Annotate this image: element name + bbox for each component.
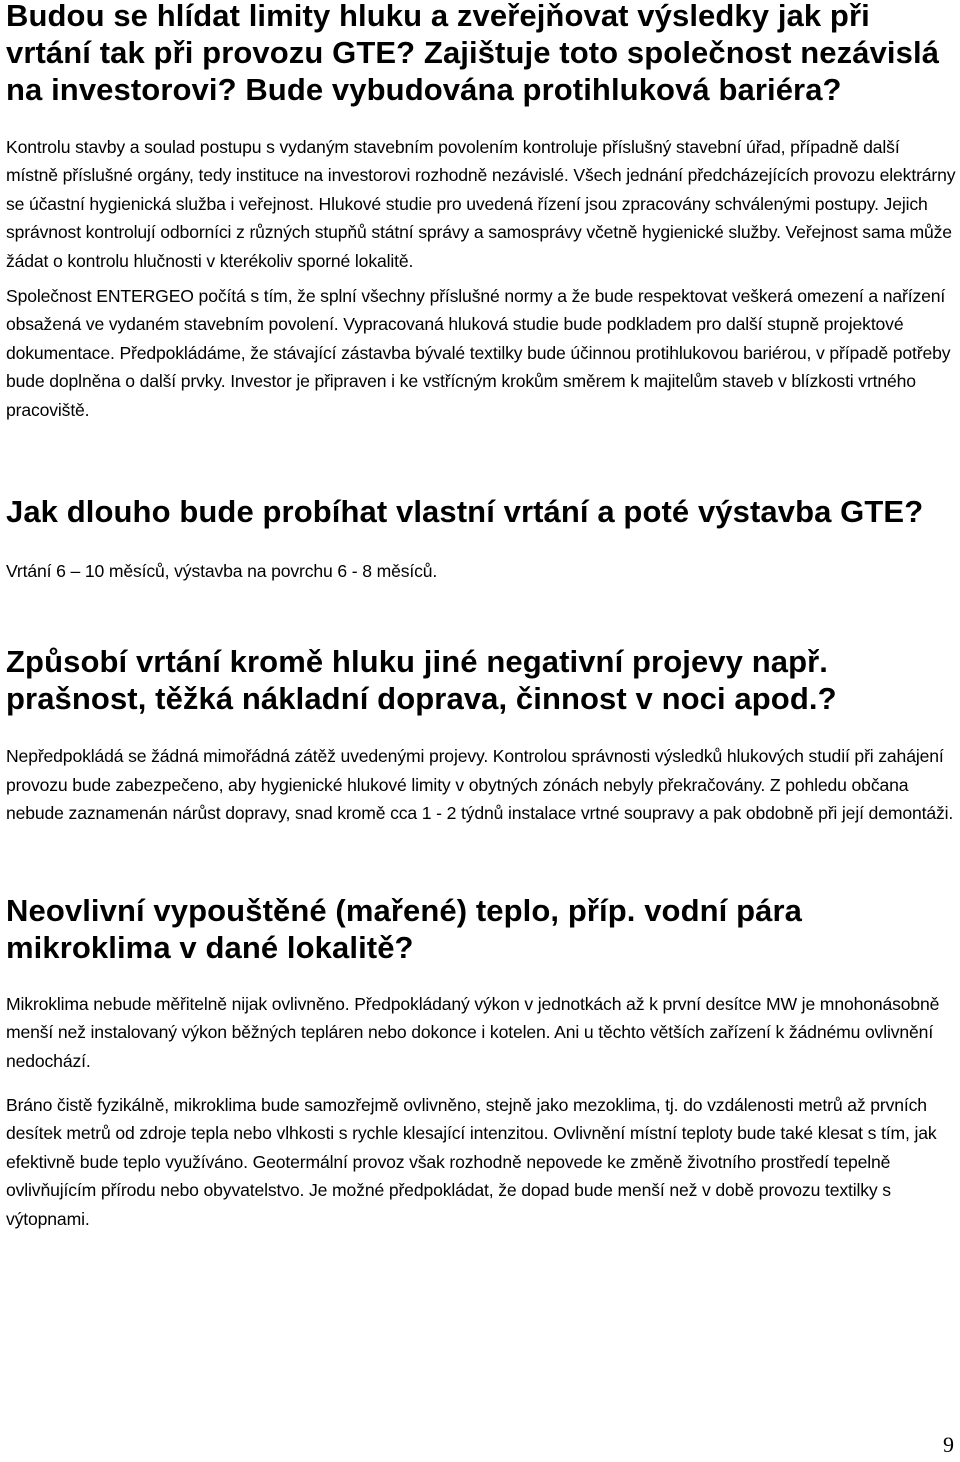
question-heading: Způsobí vrtání kromě hluku jiné negativní projevy např. prašnost, těžká nákladní doprava, činnost v noci apod.?: [6, 644, 837, 717]
answer-paragraph: Bráno čistě fyzikálně, mikroklima bude samozřejmě ovlivněno, stejně jako mezoklima, tj. do vzdálenosti metrů až prvních desítek metrů od zdroje tepla nebo vlhkosti s rychle klesající intenzitou. Ovlivnění místní teploty bude také klesat s tím, jak efektivně bude teplo využíváno. Geotermální provoz však rozhodně nepovede ke změně životního prostředí tepelně ovlivňujícím přírodu nebo obyvatelstvo. Je možné předpokládat, že dopad bude menší než v době provozu textilky s výtopnami.: [6, 1094, 937, 1229]
answer-paragraph: Kontrolu stavby a soulad postupu s vydaným stavebním povolením kontroluje příslušný stavební úřad, případně další místně příslušné orgány, tedy instituce na investorovi rozhodně nezávislé. Všech jednání předcházejících provozu elektrárny se účastní hygienická služba i veřejnost. Hlukové studie pro uvedená řízení jsou zpracovány schválenými postupy. Jejich správnost kontrolují odborníci z různých stupňů státní správy a samosprávy včetně hygienické služby. Veřejnost sama může žádat o kontrolu hlučnosti v kterékoliv sporné lokalitě.: [6, 137, 956, 271]
document-page: [6, 0, 956, 1233]
question-heading: Neovlivní vypouštěné (mařené) teplo, příp. vodní pára mikroklima v dané lokalitě?: [6, 892, 802, 965]
question-heading: Budou se hlídat limity hluku a zveřejňovat výsledky jak při vrtání tak při provozu GTE? Zajištuje toto společnost nezávislá na investorovi? Bude vybudována protihluková bariéra?: [6, 0, 940, 107]
answer-paragraph: Společnost ENTERGEO počítá s tím, že splní všechny příslušné normy a že bude respektovat veškerá omezení a nařízení obsažená ve vydaném stavebním povolení. Vypracovaná hluková studie bude podkladem pro další stupně projektové dokumentace. Předpokládáme, že stávající zástavba bývalé textilky bude účinnou protihlukovou bariérou, v případě potřeby bude doplněna o další prvky. Investor je připraven i ke vstřícným krokům směrem k majitelům staveb v blízkosti vrtného pracoviště.: [6, 286, 951, 420]
page-number: 9: [943, 1432, 954, 1457]
answer-paragraph: Nepředpokládá se žádná mimořádná zátěž uvedenými projevy. Kontrolou správnosti výsledků hlukových studií při zahájení provozu bude zabezpečeno, aby hygienické hlukové limity v obytných zónách nebyly překračovány. Z pohledu občana nebude zaznamenán nárůst dopravy, snad kromě cca 1 - 2 týdnů instalace vrtné soupravy a pak obdobně při její demontáži.: [6, 746, 954, 824]
question-heading: Jak dlouho bude probíhat vlastní vrtání a poté výstavba GTE?: [6, 494, 924, 530]
answer-paragraph: Mikroklima nebude měřitelně nijak ovlivněno. Předpokládaný výkon v jednotkách až k první desítce MW je mnohonásobně menší než instalovaný výkon běžných tepláren nebo dokonce i kotelen. Ani u těchto větších zařízení k žádnému ovlivnění nedochází.: [6, 993, 940, 1071]
answer-paragraph: Vrtání 6 – 10 měsíců, výstavba na povrchu 6 - 8 měsíců.: [6, 561, 438, 582]
